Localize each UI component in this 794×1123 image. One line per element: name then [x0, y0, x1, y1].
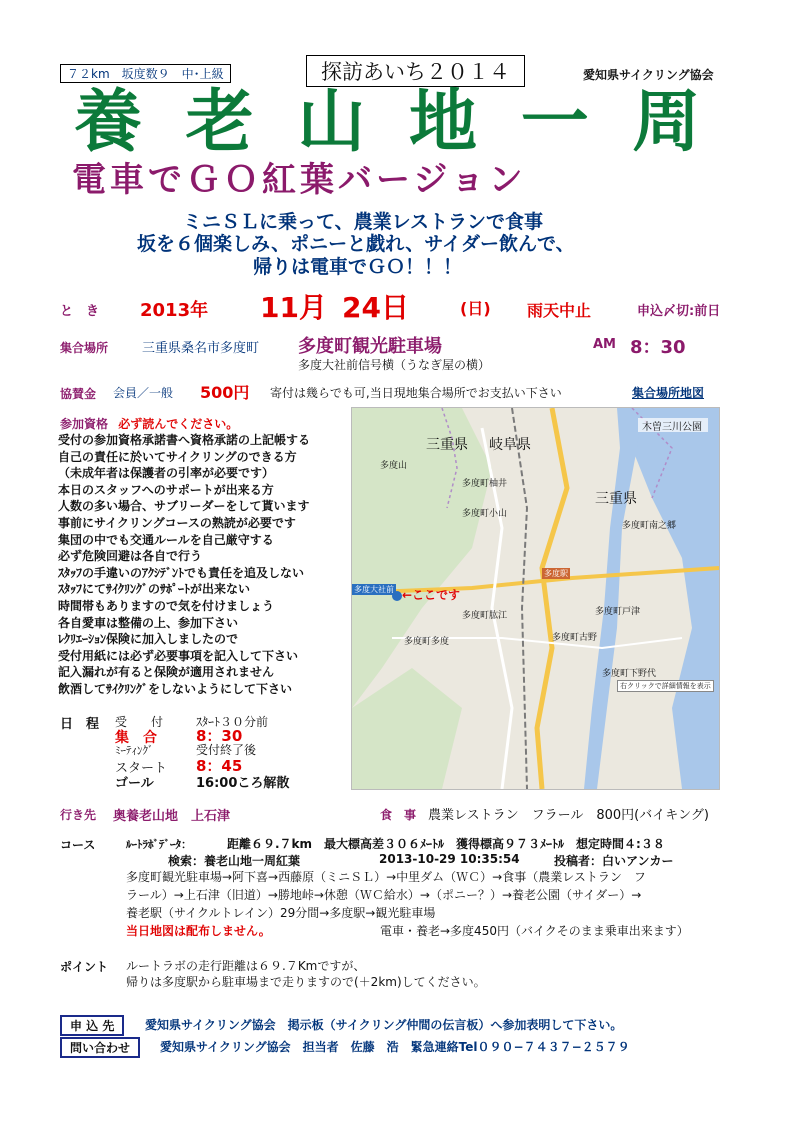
fee-type: 会員／一般 — [113, 386, 174, 400]
course-data-label: ﾙｰﾄﾗﾎﾞﾃﾞｰﾀ： — [126, 838, 192, 851]
map-label-shimono: 多度町下野代 — [602, 669, 657, 679]
meeting-place: 多度町観光駐車場 — [298, 336, 442, 357]
rain-cancel: 雨天中止 — [527, 301, 592, 320]
rule-item: 時間帯もありますので気を付けましょう — [58, 598, 275, 613]
map-label-mie-top: 三重県 — [426, 437, 468, 453]
location-map[interactable] — [351, 407, 720, 790]
rule-item: 飲酒してｻｲｸﾘﾝｸﾞをしないようにして下さい — [58, 681, 293, 696]
meeting-time: 8：30 — [630, 337, 686, 358]
fee-note: 寄付は幾らでも可,当日現地集合場所でお支払い下さい — [270, 386, 562, 400]
date-month: 11月 — [260, 291, 327, 324]
organizer: 愛知県サイクリング協会 — [583, 68, 714, 82]
start-label: スタート — [115, 761, 168, 776]
rule-item: 記入漏れが有ると保険が適用されません — [58, 665, 275, 680]
date-label: と き — [60, 304, 100, 319]
course-timestamp: 2013-10-29 10:35:54 — [379, 852, 520, 866]
tagline-1: ミニＳＬに乗って、農業レストランで食事 — [183, 211, 544, 233]
map-label-kamiya: 多度町戸津 — [595, 607, 641, 617]
date-weekday: (日) — [460, 299, 491, 318]
meeting-am: AM — [593, 337, 616, 352]
rule-item: 受付の参加資格承諾書へ資格承諾の上記帳する — [58, 433, 311, 447]
meal-label: 食 事 — [380, 808, 417, 822]
course-info-box — [60, 64, 231, 83]
rule-item: ﾚｸﾘｴｰｼｮﾝ保険に加入しましたので — [58, 632, 239, 647]
rule-item: 各自愛車は整備の上、参加下さい — [58, 615, 239, 630]
rule-item: 事前にサイクリングコースの熟読が必要です — [58, 515, 296, 530]
map-label-tadosan: 多度山 — [380, 461, 408, 471]
meeting-address: 三重県桑名市多度町 — [142, 341, 260, 356]
start-time: 8：45 — [196, 757, 243, 775]
sub-title: 電車でＧＯ紅葉バージョン — [72, 160, 527, 200]
map-label-taga: 多度町多度 — [404, 637, 450, 647]
fee-label: 協賛金 — [60, 387, 97, 401]
rule-item: 集団の中でも交通ルールを自己厳守する — [58, 532, 274, 547]
eligibility-heading: 参加資格 — [60, 417, 109, 431]
route-line-2: ラール）→上石津（旧道）→勝地峠→休憩（ＷＣ給水）→（ポニー？）→養老公園（サイダー）→ — [126, 888, 642, 902]
fee-amount: 500円 — [200, 383, 250, 402]
tagline-3: 帰りは電車でＧＯ！！！ — [253, 256, 463, 278]
meeting-sched-label: ﾐｰﾃｨﾝｸﾞ — [115, 744, 154, 757]
meeting-note: 多度大社前信号横（うなぎ屋の横） — [298, 358, 491, 372]
deadline: 申込〆切:前日 — [637, 304, 721, 319]
map-label-taisha: 多度大社前 — [354, 585, 394, 594]
map-label-hirose: 多度町南之郷 — [622, 521, 677, 531]
rule-item: ｽﾀｯﾌの手違いのｱｸｼﾃﾞﾝﾄでも責任を追及しない — [58, 565, 305, 580]
goal-value: 16:00ころ解散 — [196, 776, 290, 791]
apply-label: 申 込 先 — [60, 1015, 124, 1036]
date-day: 24日 — [342, 291, 409, 324]
main-title: 養 老 山 地 一 周 — [74, 82, 711, 162]
map-here-marker: ←ここです — [402, 588, 461, 602]
destination-value: 奥養老山地 上石津 — [113, 809, 231, 824]
apply-value: 愛知県サイクリング協会 掲示板（サイクリング仲間の伝言板）へ参加表明して下さい。 — [145, 1018, 623, 1032]
point-line-2: 帰りは多度駅から駐車場まで走りますので(＋2km)してください。 — [126, 975, 486, 989]
goal-label: ゴール — [115, 776, 154, 791]
rule-item: 人数の多い場合、サブリーダーをして貰います — [58, 499, 310, 514]
train-note: 電車・養老→多度450円（バイクそのまま乗車出来ます） — [380, 924, 689, 938]
map-label-nakaharu: 多度町柚井 — [462, 479, 508, 489]
map-route-hint: 右クリックで詳細情報を表示 — [617, 680, 714, 692]
must-read: 必ず読んでください。 — [118, 417, 239, 431]
tagline-2: 坂を６個楽しみ、ポニーと戯れ、サイダー飲んで、 — [137, 233, 575, 255]
point-label: ポイント — [60, 960, 109, 974]
eligibility-rules — [58, 432, 310, 698]
map-label-kosugi: 多度町小山 — [462, 509, 508, 519]
map-label-mie-right: 三重県 — [595, 491, 637, 507]
course-label: コース — [60, 838, 96, 852]
map-label-park: 木曽三川公園 — [642, 422, 702, 433]
map-link[interactable]: 集合場所地図 — [632, 386, 705, 400]
point-line-1: ルートラボの走行距離は６９.７Kmですが、 — [126, 959, 366, 973]
contact-label: 問い合わせ — [60, 1037, 140, 1058]
map-label-hazawa: 多度町肱江 — [462, 611, 508, 621]
reception-label: 受 付 — [115, 715, 164, 729]
meal-value: 農業レストラン フラール 800円(バイキング) — [428, 808, 709, 823]
reception-value: ｽﾀｰﾄ３０分前 — [196, 715, 269, 729]
meeting-label: 集合場所 — [60, 341, 109, 355]
map-label-furuno: 多度町古野 — [552, 633, 598, 643]
course-stats: 距離６９.７km 最大標高差３０６ﾒｰﾄﾙ 獲得標高９７３ﾒｰﾄﾙ 想定時間４:３８ — [227, 837, 665, 851]
map-label-station: 多度駅 — [544, 569, 568, 578]
gather-time: 8：30 — [196, 727, 243, 745]
event-series: 探訪あいち２０１４ — [321, 60, 510, 84]
route-line-1: 多度町観光駐車場→阿下喜→西藤原（ミニＳＬ）→中里ダム（ＷＣ）→食事（農業レストラン フ — [126, 870, 646, 884]
rule-item: ｽﾀｯﾌにてｻｲｸﾘﾝｸﾞのｻﾎﾟｰﾄが出来ない — [58, 582, 251, 597]
meeting-sched-value: 受付終了後 — [196, 743, 257, 757]
map-label-gifu: 岐阜県 — [489, 437, 531, 453]
rule-item: 本日のスタッフへのサポートが出来る方 — [58, 482, 274, 497]
schedule-label: 日 程 — [60, 717, 100, 732]
rule-item: 自己の責任に於いてサイクリングのできる方 — [58, 449, 297, 464]
course-poster: 投稿者：白いアンカー — [554, 854, 674, 868]
route-line-3: 養老駅（サイクルトレイン）29分間→多度駅→観光駐車場 — [126, 906, 436, 920]
no-map-note: 当日地図は配布しません。 — [126, 924, 271, 938]
destination-label: 行き先 — [60, 808, 97, 822]
course-info: ７２km 坂度数９ 中･上級 — [67, 67, 224, 81]
rule-item: 受付用紙には必ず必要事項を記入して下さい — [58, 648, 299, 663]
rule-item: 必ず危険回避は各自で行う — [58, 549, 203, 564]
contact-value: 愛知県サイクリング協会 担当者 佐藤 浩 緊急連絡Tel０９０−７４３７−２５７９ — [160, 1040, 630, 1054]
rule-item: （未成年者は保護者の引率が必要です） — [58, 466, 275, 481]
eligibility-heading-row — [60, 415, 238, 432]
date-year: 2013年 — [140, 300, 209, 321]
course-search: 検索：養老山地一周紅葉 — [168, 854, 301, 868]
gather-label: 集 合 — [115, 730, 157, 746]
